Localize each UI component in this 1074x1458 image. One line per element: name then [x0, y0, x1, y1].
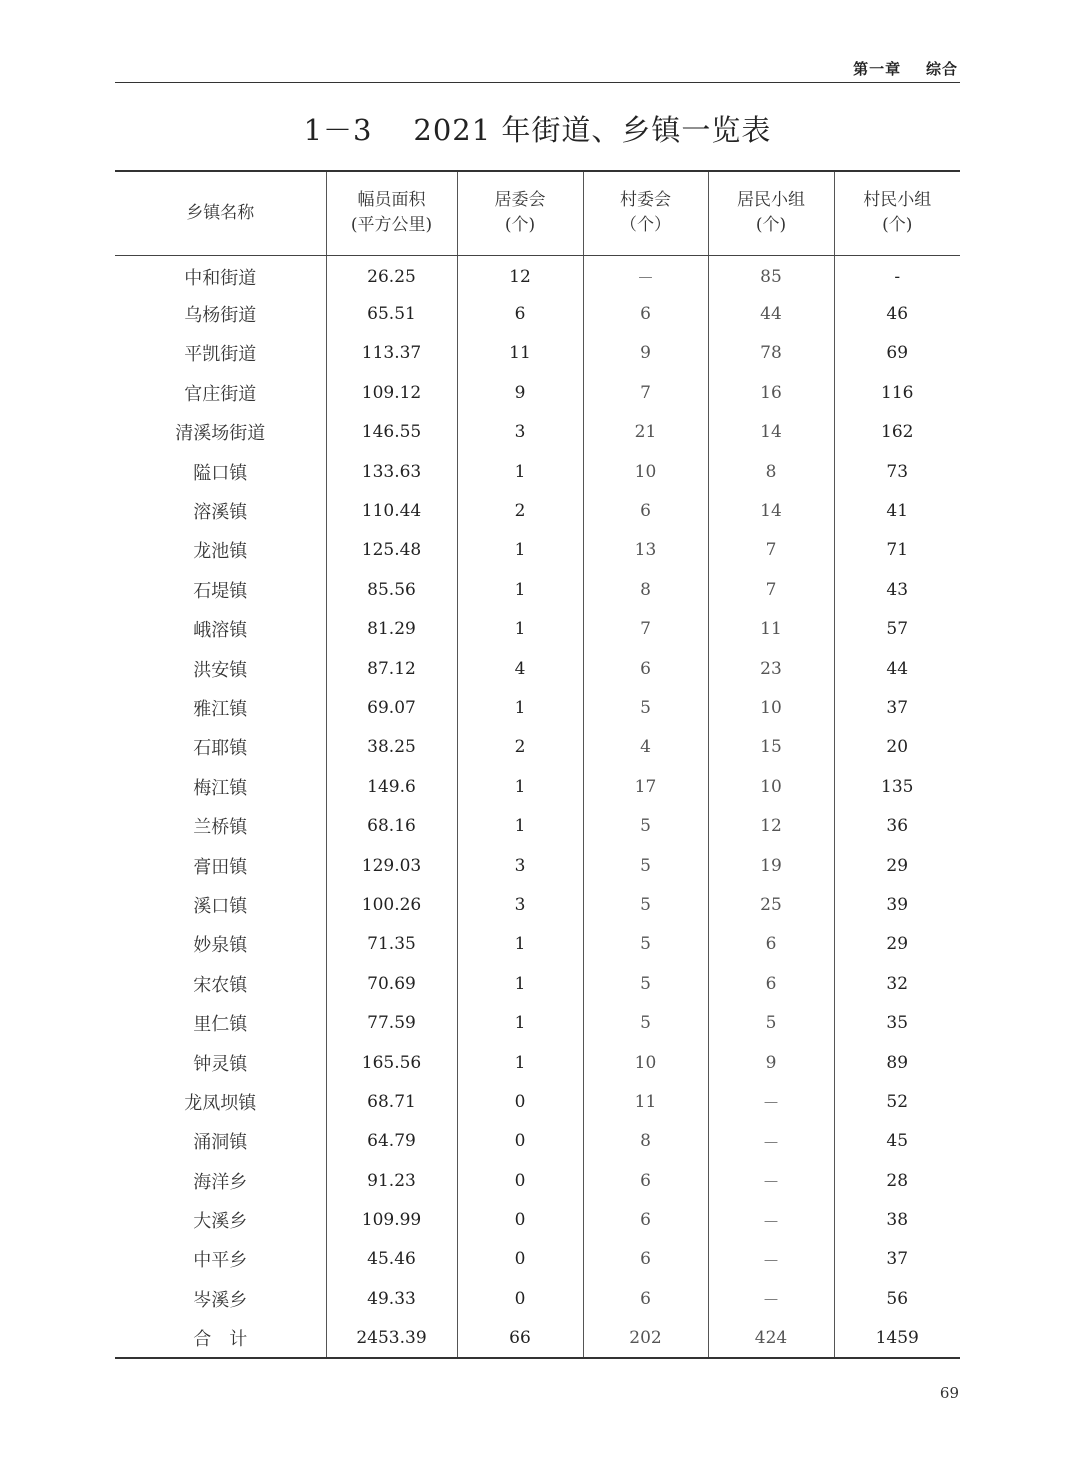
villager-groups-value: 69 — [834, 334, 960, 373]
residents-committees-value: 1 — [457, 964, 583, 1003]
residents-committees-value: 11 — [457, 334, 583, 373]
villager-groups-value: 37 — [834, 688, 960, 727]
township-name: 溪口镇 — [193, 895, 248, 917]
village-committees-value: 6 — [583, 1240, 708, 1279]
area-value: 85.56 — [326, 570, 457, 609]
villager-groups-value: 73 — [834, 452, 960, 491]
running-header — [115, 56, 960, 83]
township-name: 溶溪镇 — [193, 502, 248, 524]
table-row — [115, 885, 960, 924]
village-committees-value: 10 — [583, 1043, 708, 1082]
resident-groups-value: 10 — [708, 767, 834, 806]
township-table — [115, 170, 960, 1359]
resident-groups-value: 7 — [708, 531, 834, 570]
township-name: 里仁镇 — [193, 1014, 248, 1036]
table-row — [115, 1122, 960, 1161]
residents-committees-value: 12 — [457, 255, 583, 294]
township-name: 膏田镇 — [193, 856, 248, 878]
resident-groups-value: 85 — [708, 255, 834, 294]
resident-groups-value: 11 — [708, 610, 834, 649]
resident-groups-value: 16 — [708, 373, 834, 412]
village-committees-value: 7 — [583, 610, 708, 649]
resident-groups-value: 44 — [708, 294, 834, 333]
resident-groups-value: － — [708, 1082, 834, 1121]
resident-groups-value: 14 — [708, 491, 834, 530]
township-name: 岑溪乡 — [193, 1289, 248, 1311]
resident-groups-value: 10 — [708, 688, 834, 727]
villager-groups-value: 39 — [834, 885, 960, 924]
area-value: 109.99 — [326, 1200, 457, 1239]
villager-groups-value: 43 — [834, 570, 960, 609]
township-name: 大溪乡 — [193, 1211, 248, 1233]
residents-committees-value: 1 — [457, 1043, 583, 1082]
residents-committees-value: 0 — [457, 1240, 583, 1279]
resident-groups-value: 12 — [708, 806, 834, 845]
table-row — [115, 334, 960, 373]
township-name: 乌杨街道 — [184, 305, 257, 327]
column-header-resident-groups: 居民小组 (个) — [708, 171, 834, 255]
village-committees-value: 6 — [583, 1200, 708, 1239]
area-value: 109.12 — [326, 373, 457, 412]
table-row — [115, 1043, 960, 1082]
villager-groups-value: 41 — [834, 491, 960, 530]
residents-committees-value: 1 — [457, 1003, 583, 1042]
resident-groups-value: 14 — [708, 413, 834, 452]
table-row — [115, 452, 960, 491]
village-committees-value: 5 — [583, 1003, 708, 1042]
village-committees-value: 10 — [583, 452, 708, 491]
residents-committees-value: 0 — [457, 1122, 583, 1161]
township-name: 中平乡 — [193, 1250, 248, 1272]
table-row — [115, 1161, 960, 1200]
village-committees-value: 5 — [583, 846, 708, 885]
resident-groups-value: 15 — [708, 728, 834, 767]
township-name: 平凯街道 — [184, 344, 257, 366]
township-name: 洪安镇 — [193, 659, 248, 681]
villager-groups-value: 45 — [834, 1122, 960, 1161]
village-committees-value: 6 — [583, 294, 708, 333]
area-value: 133.63 — [326, 452, 457, 491]
area-value: 81.29 — [326, 610, 457, 649]
area-value: 77.59 — [326, 1003, 457, 1042]
area-value: 38.25 — [326, 728, 457, 767]
township-name: 合 计 — [193, 1328, 248, 1350]
residents-committees-value: 3 — [457, 413, 583, 452]
villager-groups-value: 35 — [834, 1003, 960, 1042]
residents-committees-value: 0 — [457, 1161, 583, 1200]
table-row — [115, 491, 960, 530]
table-row — [115, 1003, 960, 1042]
table-row — [115, 1200, 960, 1239]
township-name: 龙凤坝镇 — [184, 1092, 257, 1114]
table-row — [115, 610, 960, 649]
villager-groups-value: 135 — [834, 767, 960, 806]
column-header-name: 乡镇名称 — [115, 171, 326, 255]
village-committees-value: 4 — [583, 728, 708, 767]
residents-committees-value: 1 — [457, 570, 583, 609]
village-committees-value: 6 — [583, 1279, 708, 1318]
township-name: 峨溶镇 — [193, 620, 248, 642]
village-committees-value: 5 — [583, 964, 708, 1003]
township-name: 妙泉镇 — [193, 935, 248, 957]
resident-groups-value: － — [708, 1122, 834, 1161]
chapter-label: 第一章 综合 — [853, 60, 958, 78]
area-value: 110.44 — [326, 491, 457, 530]
area-value: 87.12 — [326, 649, 457, 688]
residents-committees-value: 9 — [457, 373, 583, 412]
table-row — [115, 294, 960, 333]
area-value: 68.71 — [326, 1082, 457, 1121]
township-name: 兰桥镇 — [193, 817, 248, 839]
township-name: 梅江镇 — [193, 777, 248, 799]
total-row — [115, 1319, 960, 1358]
area-value: 45.46 — [326, 1240, 457, 1279]
table-row — [115, 846, 960, 885]
resident-groups-value: 19 — [708, 846, 834, 885]
area-value: 26.25 — [326, 255, 457, 294]
township-name: 中和街道 — [184, 267, 257, 289]
residents-committees-value: 0 — [457, 1082, 583, 1121]
area-value: 146.55 — [326, 413, 457, 452]
township-name: 官庄街道 — [184, 383, 257, 405]
resident-groups-value: － — [708, 1240, 834, 1279]
residents-committees-value: 1 — [457, 610, 583, 649]
villager-groups-value: 38 — [834, 1200, 960, 1239]
area-value: 91.23 — [326, 1161, 457, 1200]
area-value: 100.26 — [326, 885, 457, 924]
villager-groups-value: 32 — [834, 964, 960, 1003]
township-name: 涌洞镇 — [193, 1132, 248, 1154]
area-value: 65.51 — [326, 294, 457, 333]
villager-groups-value: 56 — [834, 1279, 960, 1318]
residents-committees-value: 1 — [457, 531, 583, 570]
resident-groups-value: － — [708, 1161, 834, 1200]
table-row — [115, 1082, 960, 1121]
village-committees-value: 13 — [583, 531, 708, 570]
villager-groups-value: 29 — [834, 846, 960, 885]
township-name: 清溪场街道 — [175, 423, 266, 445]
resident-groups-value: 25 — [708, 885, 834, 924]
villager-groups-value: 116 — [834, 373, 960, 412]
villager-groups-value: 44 — [834, 649, 960, 688]
villager-groups-value: - — [834, 255, 960, 294]
table-title: 1－3 2021 年街道、乡镇一览表 — [303, 113, 772, 147]
residents-committees-value: 2 — [457, 728, 583, 767]
township-name: 钟灵镇 — [193, 1053, 248, 1075]
resident-groups-value: 7 — [708, 570, 834, 609]
township-name: 石堤镇 — [193, 580, 248, 602]
residents-committees-value: 0 — [457, 1200, 583, 1239]
village-committees-value: 5 — [583, 925, 708, 964]
village-committees-value: 7 — [583, 373, 708, 412]
village-committees-value: 6 — [583, 491, 708, 530]
village-committees-value: 202 — [583, 1319, 708, 1358]
residents-committees-value: 3 — [457, 846, 583, 885]
villager-groups-value: 71 — [834, 531, 960, 570]
village-committees-value: 11 — [583, 1082, 708, 1121]
residents-committees-value: 66 — [457, 1319, 583, 1358]
area-value: 125.48 — [326, 531, 457, 570]
villager-groups-value: 36 — [834, 806, 960, 845]
table-row — [115, 964, 960, 1003]
column-header-villager-groups: 村民小组 (个) — [834, 171, 960, 255]
table-row — [115, 1279, 960, 1318]
village-committees-value: 21 — [583, 413, 708, 452]
villager-groups-value: 89 — [834, 1043, 960, 1082]
area-value: 71.35 — [326, 925, 457, 964]
village-committees-value: 17 — [583, 767, 708, 806]
township-name: 石耶镇 — [193, 738, 248, 760]
villager-groups-value: 52 — [834, 1082, 960, 1121]
township-name: 宋农镇 — [193, 974, 248, 996]
village-committees-value: 5 — [583, 885, 708, 924]
table-row — [115, 688, 960, 727]
township-name: 龙池镇 — [193, 541, 248, 563]
village-committees-value: 5 — [583, 806, 708, 845]
table-row — [115, 728, 960, 767]
table-row — [115, 570, 960, 609]
resident-groups-value: 424 — [708, 1319, 834, 1358]
resident-groups-value: － — [708, 1200, 834, 1239]
area-value: 70.69 — [326, 964, 457, 1003]
village-committees-value: 6 — [583, 1161, 708, 1200]
resident-groups-value: 78 — [708, 334, 834, 373]
column-header-residents-committees: 居委会 (个) — [457, 171, 583, 255]
area-value: 2453.39 — [326, 1319, 457, 1358]
resident-groups-value: 8 — [708, 452, 834, 491]
column-header-area: 幅员面积 (平方公里) — [326, 171, 457, 255]
resident-groups-value: 23 — [708, 649, 834, 688]
area-value: 129.03 — [326, 846, 457, 885]
table-row — [115, 531, 960, 570]
area-value: 69.07 — [326, 688, 457, 727]
resident-groups-value: 5 — [708, 1003, 834, 1042]
table-row — [115, 413, 960, 452]
villager-groups-value: 162 — [834, 413, 960, 452]
resident-groups-value: － — [708, 1279, 834, 1318]
residents-committees-value: 2 — [457, 491, 583, 530]
area-value: 165.56 — [326, 1043, 457, 1082]
table-header-row — [115, 171, 960, 255]
area-value: 113.37 — [326, 334, 457, 373]
township-name: 雅江镇 — [193, 698, 248, 720]
village-committees-value: － — [583, 255, 708, 294]
area-value: 49.33 — [326, 1279, 457, 1318]
table-row — [115, 255, 960, 294]
residents-committees-value: 4 — [457, 649, 583, 688]
residents-committees-value: 6 — [457, 294, 583, 333]
table-row — [115, 925, 960, 964]
village-committees-value: 5 — [583, 688, 708, 727]
table-row — [115, 373, 960, 412]
residents-committees-value: 1 — [457, 806, 583, 845]
residents-committees-value: 1 — [457, 925, 583, 964]
resident-groups-value: 9 — [708, 1043, 834, 1082]
residents-committees-value: 1 — [457, 767, 583, 806]
villager-groups-value: 46 — [834, 294, 960, 333]
residents-committees-value: 0 — [457, 1279, 583, 1318]
village-committees-value: 8 — [583, 570, 708, 609]
table-row — [115, 767, 960, 806]
township-name: 隘口镇 — [193, 462, 248, 484]
column-header-village-committees: 村委会 （个） — [583, 171, 708, 255]
villager-groups-value: 1459 — [834, 1319, 960, 1358]
village-committees-value: 6 — [583, 649, 708, 688]
villager-groups-value: 20 — [834, 728, 960, 767]
residents-committees-value: 1 — [457, 688, 583, 727]
residents-committees-value: 1 — [457, 452, 583, 491]
table-row — [115, 1240, 960, 1279]
villager-groups-value: 57 — [834, 610, 960, 649]
residents-committees-value: 3 — [457, 885, 583, 924]
resident-groups-value: 6 — [708, 925, 834, 964]
area-value: 149.6 — [326, 767, 457, 806]
table-row — [115, 649, 960, 688]
area-value: 64.79 — [326, 1122, 457, 1161]
area-value: 68.16 — [326, 806, 457, 845]
village-committees-value: 9 — [583, 334, 708, 373]
page-number: 69 — [939, 1384, 959, 1402]
resident-groups-value: 6 — [708, 964, 834, 1003]
villager-groups-value: 37 — [834, 1240, 960, 1279]
village-committees-value: 8 — [583, 1122, 708, 1161]
villager-groups-value: 28 — [834, 1161, 960, 1200]
table-row — [115, 806, 960, 845]
villager-groups-value: 29 — [834, 925, 960, 964]
township-name: 海洋乡 — [193, 1171, 248, 1193]
